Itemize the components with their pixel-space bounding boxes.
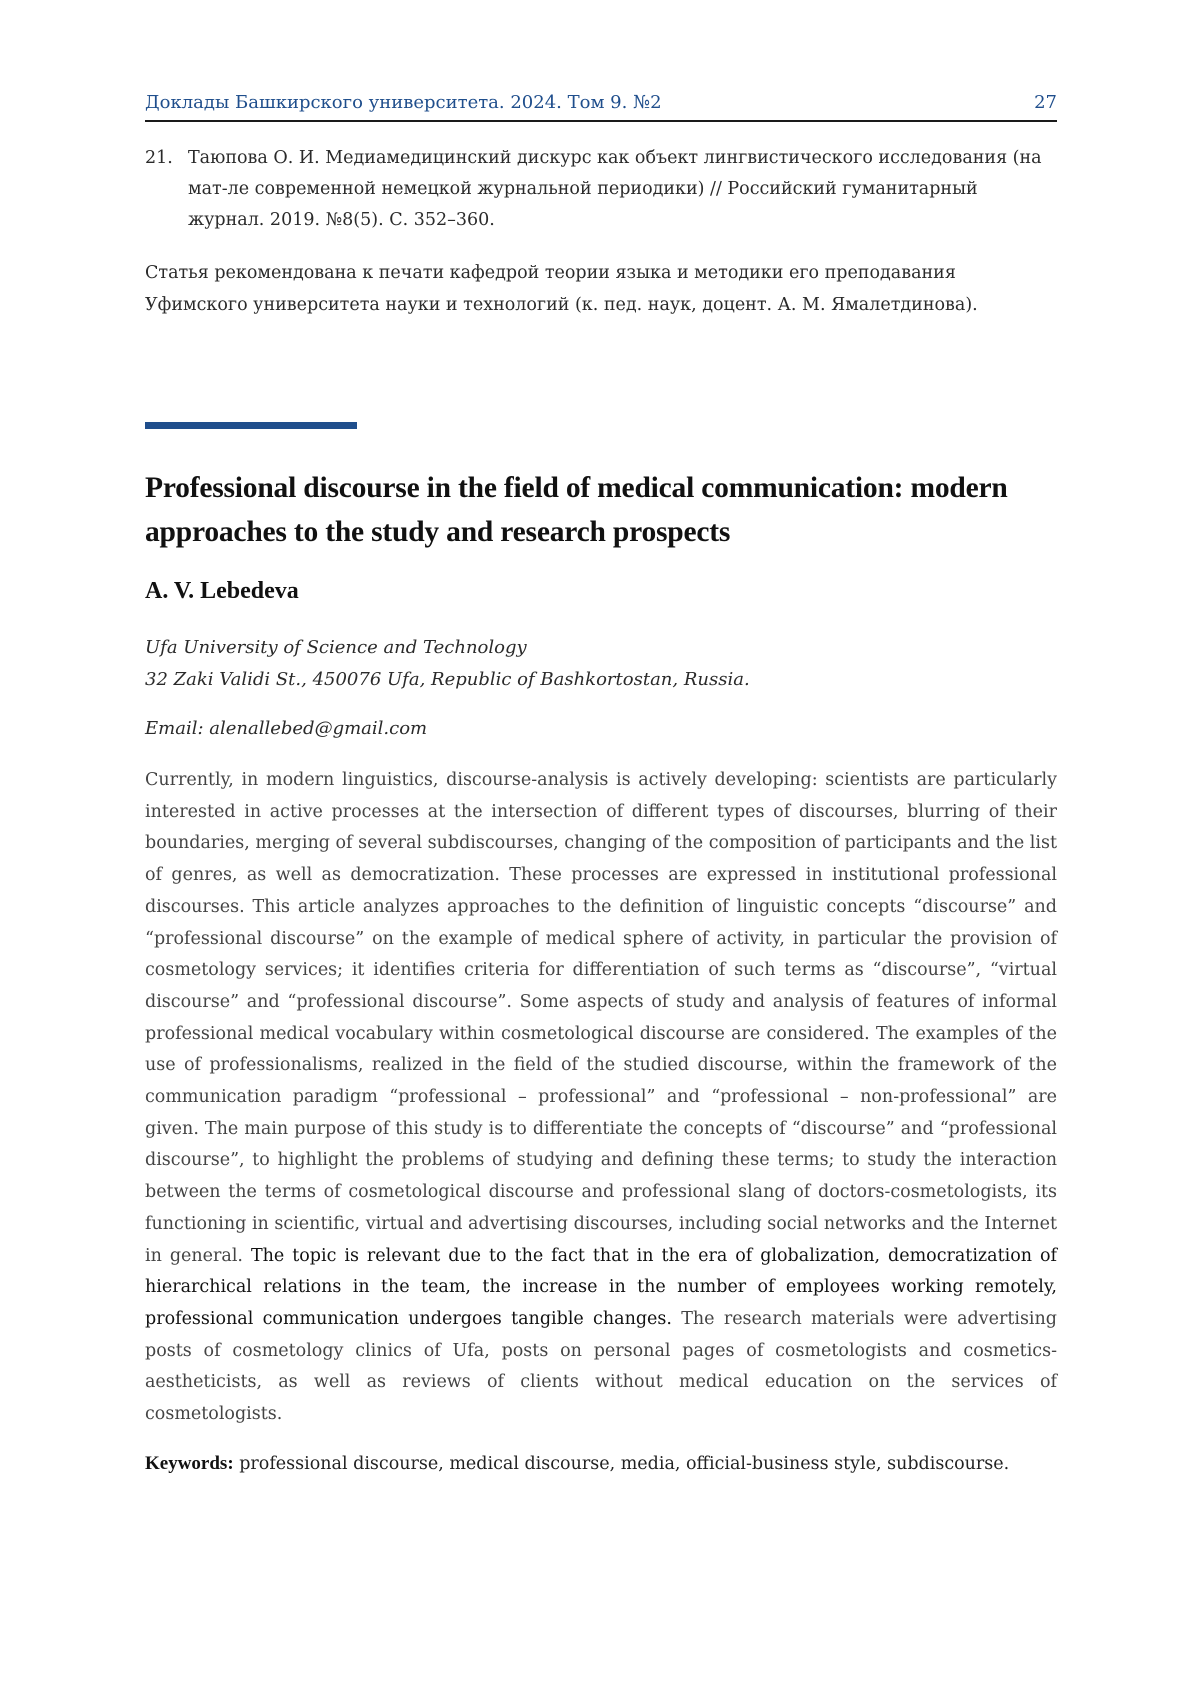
abstract-text-2: The topic is relevant due to the fact that in the era of globalization, democratization of hierarchical relations in the team, the increase in the number of employees working remotely, professional communication undergoes tangible changes. <box>145 1245 1058 1329</box>
keywords-list: professional discourse, medical discourse, media, official-business style, subdiscourse. <box>233 1454 1010 1474</box>
journal-title: Доклады Башкирского университета. 2024. Том 9. №2 <box>145 92 662 113</box>
author-email: Email: alenallebed@gmail.com <box>145 718 428 739</box>
recommendation-note: Статья рекомендована к печати кафедрой теории языка и методики его преподавания Уфимского университета науки и технологий (к. пед. наук, доцент. А. М. Ямалетдинова). <box>145 263 978 315</box>
keywords <box>145 1448 1057 1480</box>
article-title: Professional discourse in the field of medical communication: modern approaches to the study and research prospects <box>145 472 1008 548</box>
section-divider <box>145 422 357 429</box>
abstract <box>145 765 1057 1431</box>
affiliation <box>145 632 1057 696</box>
reference-number: 21. <box>145 148 173 168</box>
author-name: A. V. Lebedeva <box>145 578 299 604</box>
abstract-text-3: The research materials were advertising posts of cosmetology clinics of Ufa, posts on personal pages of cosmetologists and cosmetics-aestheticists, as well as reviews of clients without medical education on the services of cosmetologists. <box>145 1308 1058 1425</box>
affiliation-institution: Ufa University of Science and Technology <box>145 637 527 658</box>
reference-item <box>145 143 1057 236</box>
abstract-text-1: Currently, in modern linguistics, discourse-analysis is actively developing: scientists are particularly interested in active processes at the intersection of different types of discourses, blurring of their boundaries, merging of several subdiscourses, changing of the composition of participants and the list of genres, as well as democratization. These processes are expressed in institutional professional discourses. This article analyzes approaches to the definition of linguistic concepts “discourse” and “professional discourse” on the example of medical sphere of activity, in particular the provision of cosmetology services; it identifies criteria for differentiation of such terms as “discourse”, “virtual discourse” and “professional discourse”. Some aspects of study and analysis of features of informal professional medical vocabulary within cosmetological discourse are considered. The examples of the use of professionalisms, realized in the field of the studied discourse, within the framework of the communication paradigm “professional – professional” and “professional – non-professional” are given. The main purpose of this study is to differentiate the concepts of “discourse” and “professional discourse”, to highlight the problems of studying and defining these terms; to study the interaction between the terms of cosmetological discourse and professional slang of doctors-cosmetologists, its functioning in scientific, virtual and advertising discourses, including social networks and the Internet in general. <box>145 770 1057 1266</box>
affiliation-address: 32 Zaki Validi St., 450076 Ufa, Republic of Bashkortostan, Russia. <box>145 669 750 690</box>
reference-text: Таюпова О. И. Медиамедицинский дискурс как объект лингвистического исследования (на мат-ле современной немецкой журнальной периодики) // Российский гуманитарный журнал. 2019. №8(5). С. 352–360. <box>188 148 1042 230</box>
running-header <box>145 90 1057 122</box>
keywords-label: Keywords: <box>145 1453 234 1474</box>
page-number: 27 <box>1034 92 1057 113</box>
